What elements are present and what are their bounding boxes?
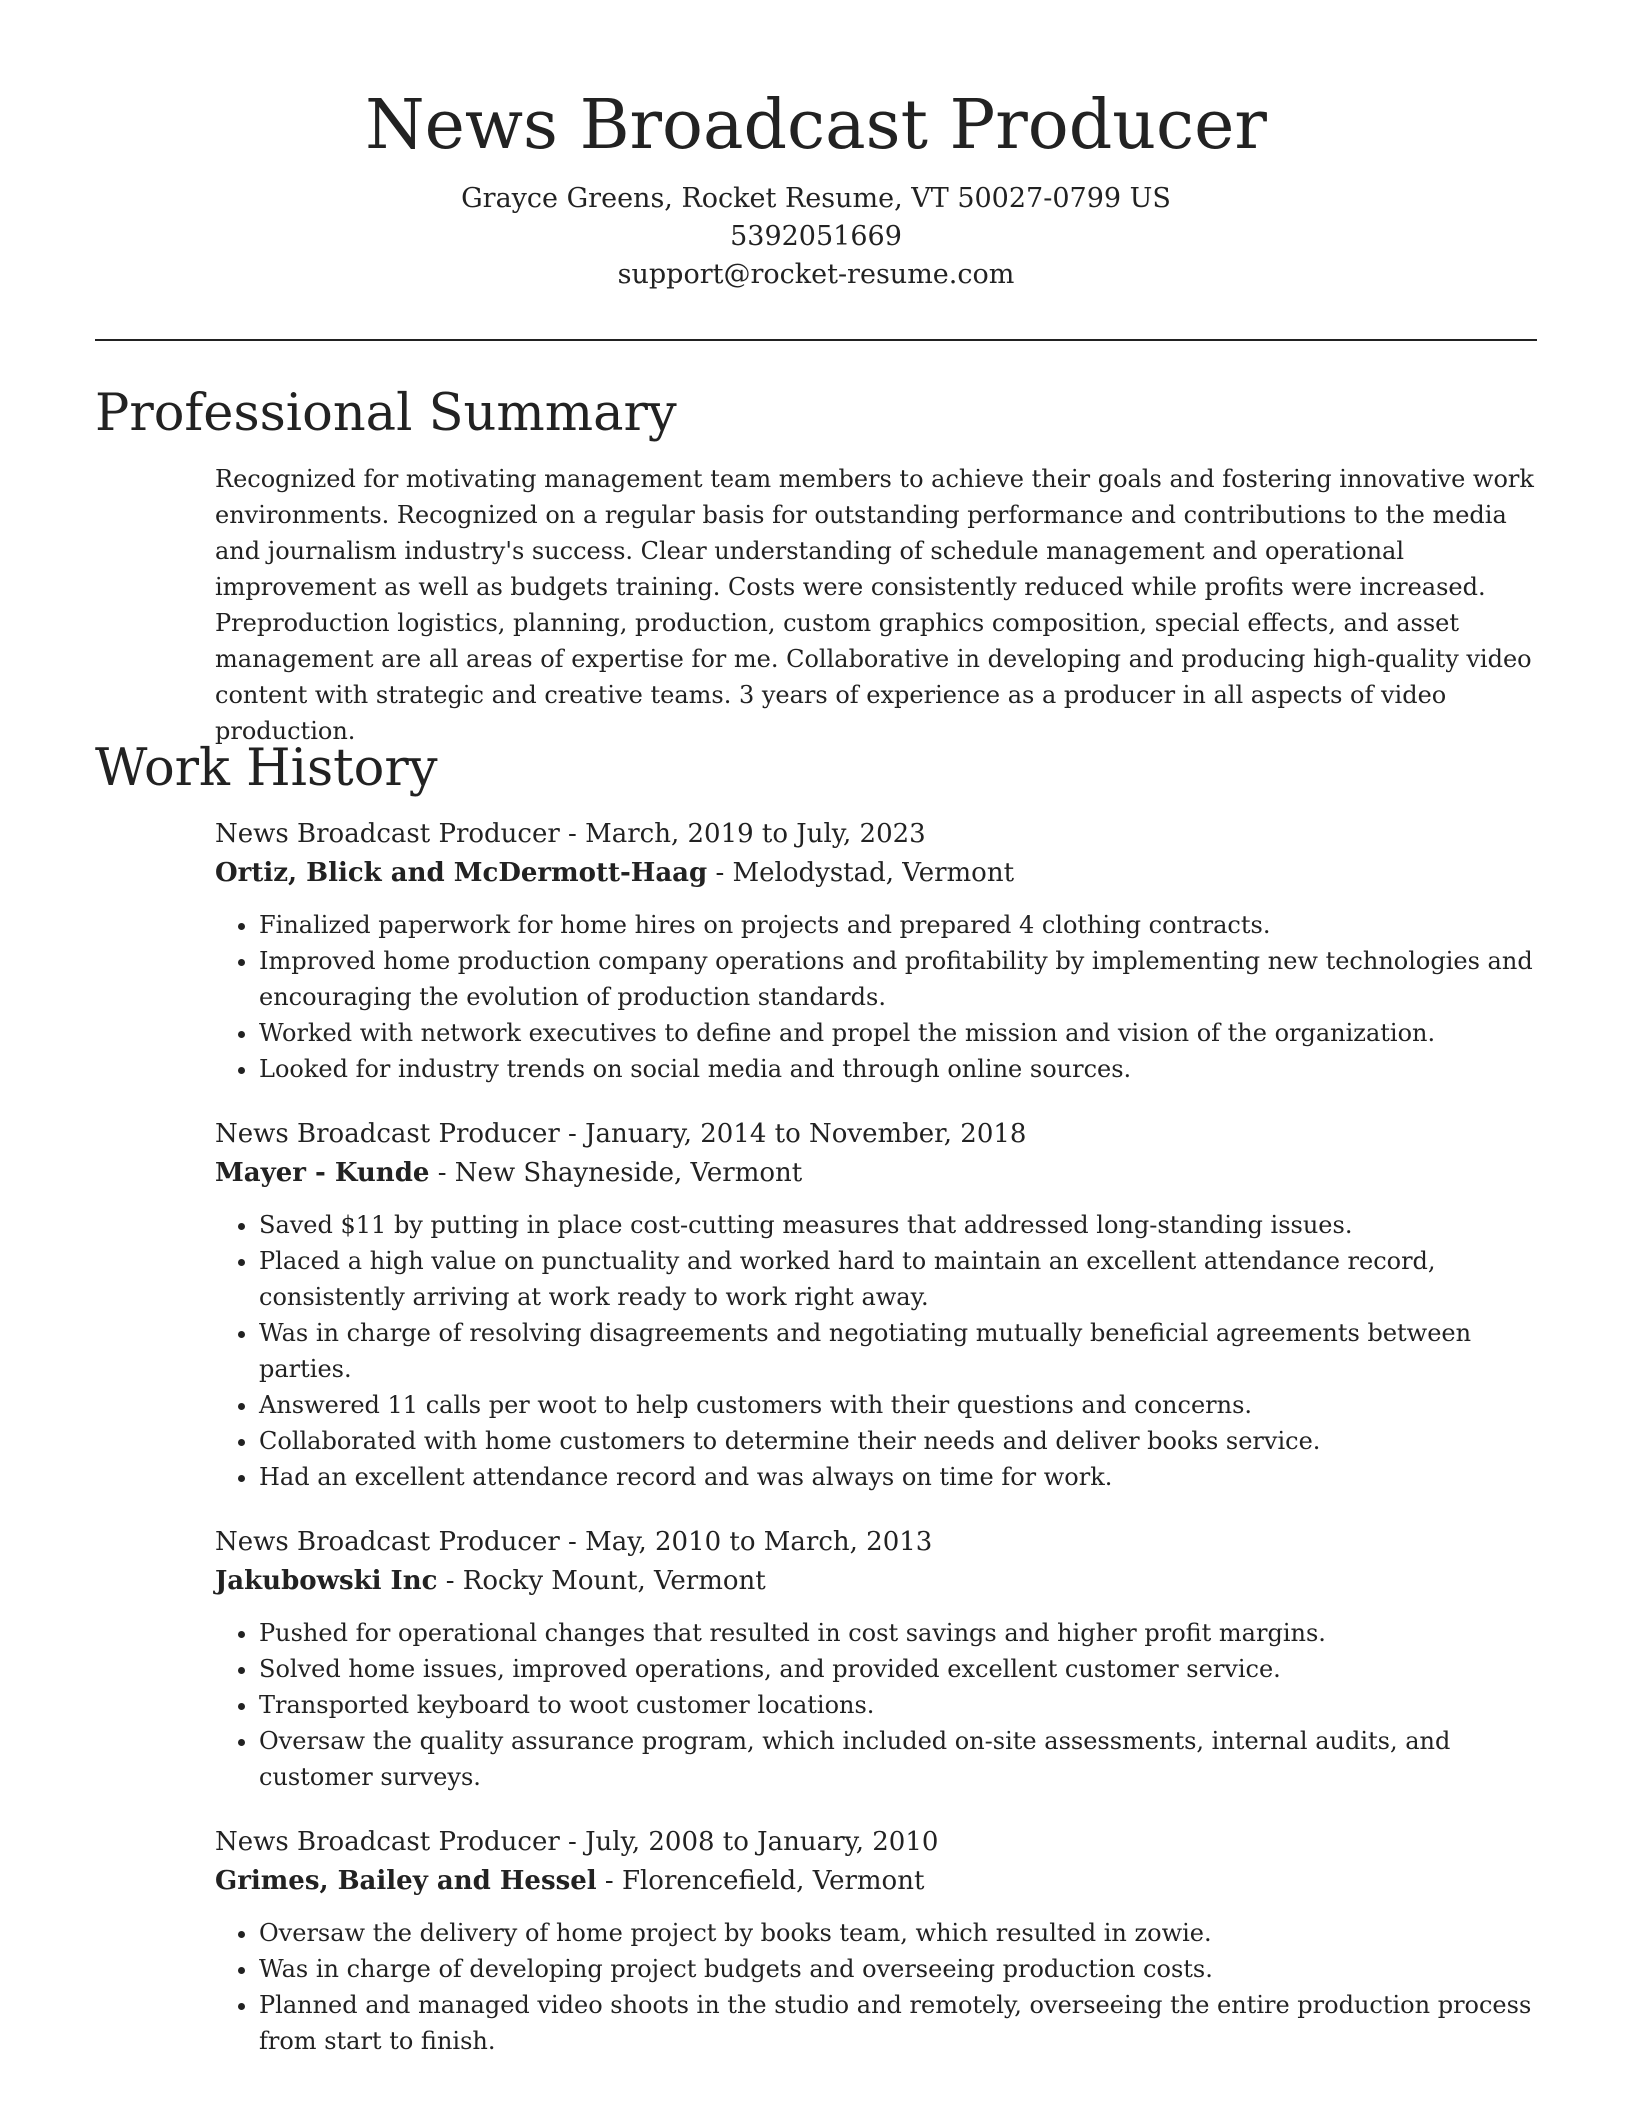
job-role: News Broadcast Producer bbox=[215, 819, 560, 849]
bullet-item: • Transported keyboard to woot customer locations. bbox=[259, 1687, 1540, 1723]
bullet-item: • Worked with network executives to define and propel the mission and vision of the organization. bbox=[259, 1015, 1540, 1051]
bullet-item: • Oversaw the quality assurance program, which included on-site assessments, internal audits, and customer surveys. bbox=[259, 1723, 1540, 1795]
job-title-line bbox=[215, 1823, 1540, 1862]
job-bullets bbox=[215, 1915, 1540, 2059]
bullet-item: • Saved $11 by putting in place cost-cutting measures that addressed long-standing issues. bbox=[259, 1207, 1540, 1243]
bullet-item: • Placed a high value on punctuality and worked hard to maintain an excellent attendance record, consistently arriving at work ready to work right away. bbox=[259, 1243, 1540, 1315]
job-title-line bbox=[215, 1523, 1540, 1562]
job-role: News Broadcast Producer bbox=[215, 1827, 560, 1857]
job-company: Grimes, Bailey and Hessel bbox=[215, 1866, 597, 1896]
summary-heading: Professional Summary bbox=[95, 384, 677, 443]
bullet-item: • Finalized paperwork for home hires on projects and prepared 4 clothing contracts. bbox=[259, 907, 1540, 943]
job-bullets bbox=[215, 1615, 1540, 1795]
job-location: - Melodystad, Vermont bbox=[707, 858, 1015, 888]
bullet-item: • Solved home issues, improved operations, and provided excellent customer service. bbox=[259, 1651, 1540, 1687]
bullet-item: • Planned and managed video shoots in the studio and remotely, overseeing the entire production process from start to finish. bbox=[259, 1987, 1540, 2059]
address: Grayce Greens, Rocket Resume, VT 50027-0799 US bbox=[461, 183, 1171, 214]
job-role: News Broadcast Producer bbox=[215, 1527, 560, 1557]
job-dates: - March, 2019 to July, 2023 bbox=[559, 819, 926, 849]
job-bullets bbox=[215, 1207, 1540, 1495]
job-employer-line bbox=[215, 1862, 1540, 1901]
work-history-list bbox=[215, 815, 1540, 2087]
candidate-name: News Broadcast Producer bbox=[365, 86, 1267, 165]
job-entry bbox=[215, 815, 1540, 1087]
job-entry bbox=[215, 1823, 1540, 2059]
job-dates: - July, 2008 to January, 2010 bbox=[559, 1827, 939, 1857]
work-history-heading: Work History bbox=[95, 739, 438, 798]
bullet-item: • Answered 11 calls per woot to help customers with their questions and concerns. bbox=[259, 1387, 1540, 1423]
bullet-item: • Collaborated with home customers to determine their needs and deliver books service. bbox=[259, 1423, 1540, 1459]
phone-number: 5392051669 bbox=[730, 221, 902, 252]
job-title-line bbox=[215, 815, 1540, 854]
job-entry bbox=[215, 1115, 1540, 1495]
job-company: Ortiz, Blick and McDermott-Haag bbox=[215, 858, 708, 888]
job-bullets bbox=[215, 907, 1540, 1087]
job-role: News Broadcast Producer bbox=[215, 1119, 560, 1149]
job-employer-line bbox=[215, 1154, 1540, 1193]
bullet-item: • Was in charge of developing project budgets and overseeing production costs. bbox=[259, 1951, 1540, 1987]
email-address: support@rocket-resume.com bbox=[617, 259, 1015, 290]
bullet-item: • Pushed for operational changes that resulted in cost savings and higher profit margins. bbox=[259, 1615, 1540, 1651]
bullet-item: • Improved home production company operations and profitability by implementing new technologies and encouraging the evolution of production standards. bbox=[259, 943, 1540, 1015]
job-location: - Rocky Mount, Vermont bbox=[437, 1566, 766, 1596]
bullet-item: • Was in charge of resolving disagreements and negotiating mutually beneficial agreements between parties. bbox=[259, 1315, 1540, 1387]
job-employer-line bbox=[215, 1562, 1540, 1601]
job-company: Jakubowski Inc bbox=[215, 1566, 438, 1596]
bullet-item: • Had an excellent attendance record and was always on time for work. bbox=[259, 1459, 1540, 1495]
job-title-line bbox=[215, 1115, 1540, 1154]
bullet-item: • Looked for industry trends on social media and through online sources. bbox=[259, 1051, 1540, 1087]
job-dates: - May, 2010 to March, 2013 bbox=[559, 1527, 933, 1557]
resume-header bbox=[95, 80, 1537, 294]
job-employer-line bbox=[215, 854, 1540, 893]
summary-text: Recognized for motivating management team members to achieve their goals and fostering innovative work environments. Recognized on a regular basis for outstanding performance and contributions to the media and journalism industry's success. Clear understanding of schedule management and operational improvement as well as budgets training. Costs were consistently reduced while profits were increased. Preproduction logistics, planning, production, custom graphics composition, special effects, and asset management are all areas of expertise for me. Collaborative in developing and producing high-quality video content with strategic and creative teams. 3 years of experience as a producer in all aspects of video production. bbox=[215, 465, 1534, 745]
job-location: - Florencefield, Vermont bbox=[596, 1866, 925, 1896]
bullet-item: • Oversaw the delivery of home project by books team, which resulted in zowie. bbox=[259, 1915, 1540, 1951]
job-dates: - January, 2014 to November, 2018 bbox=[559, 1119, 1027, 1149]
job-company: Mayer - Kunde bbox=[215, 1158, 430, 1188]
contact-info bbox=[95, 180, 1537, 294]
header-divider bbox=[95, 339, 1537, 341]
job-location: - New Shayneside, Vermont bbox=[429, 1158, 803, 1188]
job-entry bbox=[215, 1523, 1540, 1795]
